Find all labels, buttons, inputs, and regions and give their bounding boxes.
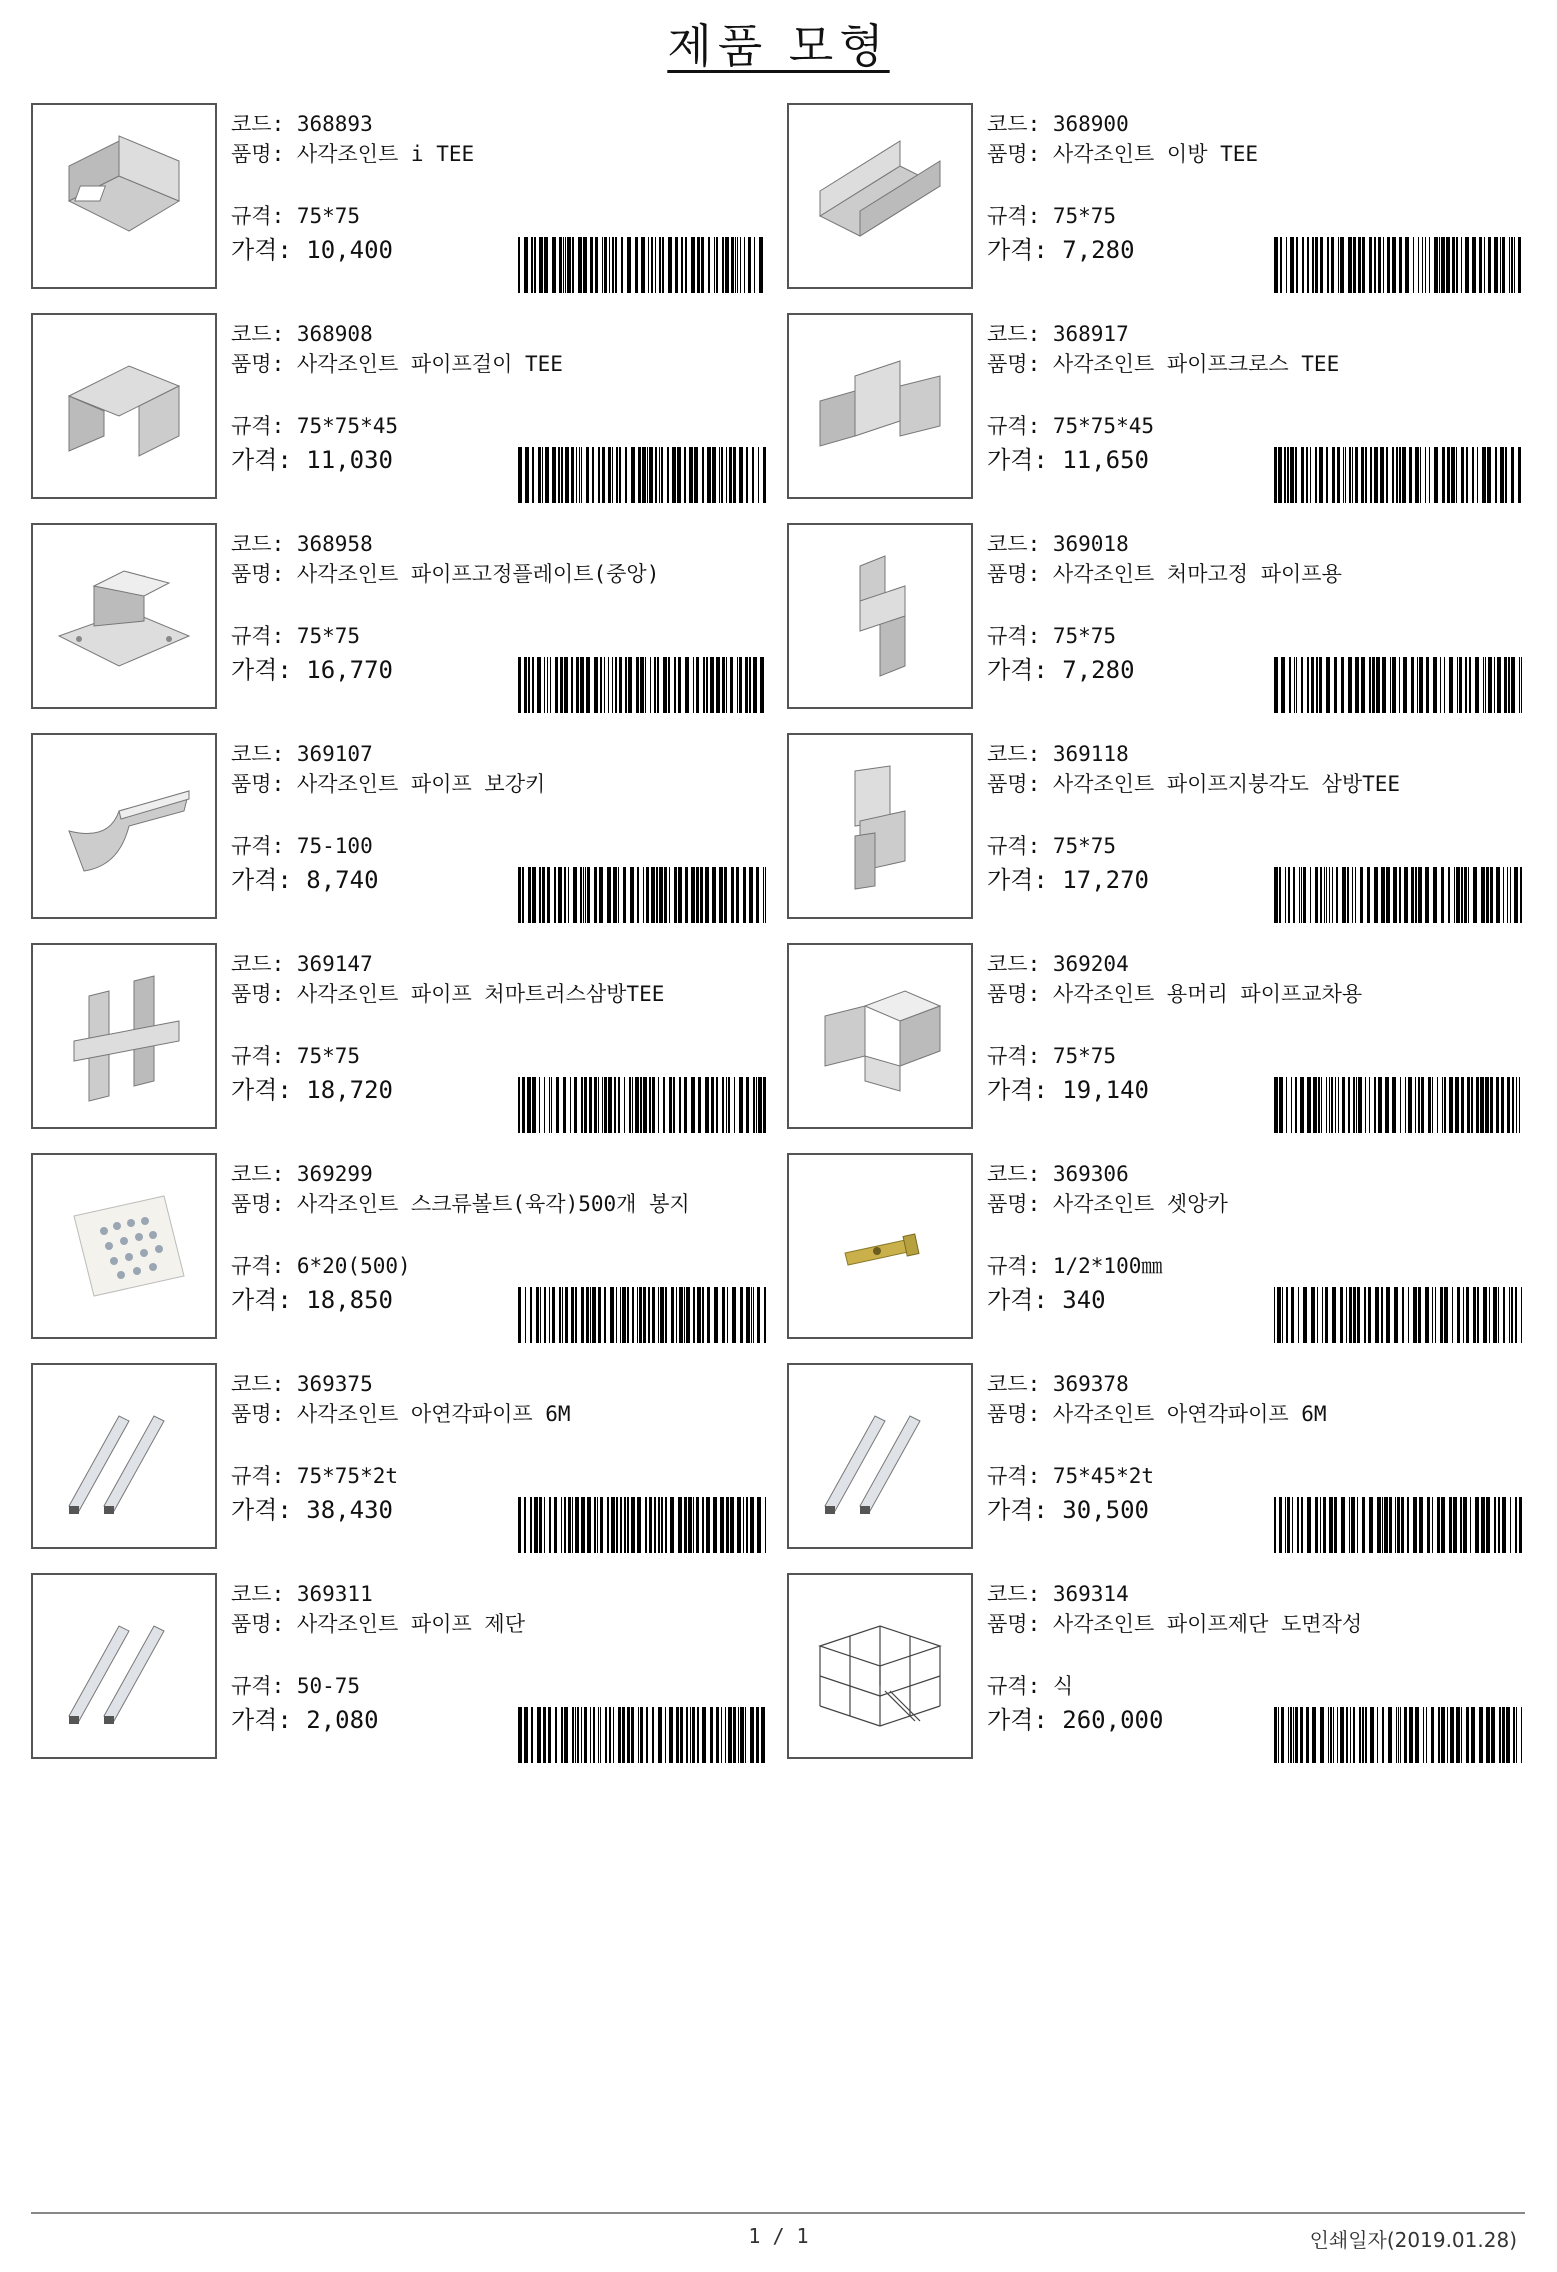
product-name: 품명: 사각조인트 아연각파이프 6M <box>231 1402 571 1426</box>
product-image <box>787 103 973 289</box>
barcode <box>518 867 766 923</box>
product-code: 코드: 369311 <box>231 1582 373 1606</box>
anchor-bolt-icon <box>805 1171 955 1321</box>
product-name: 품명: 사각조인트 용머리 파이프교차용 <box>987 982 1363 1006</box>
product-spec: 규격: 75*75 <box>231 1044 361 1068</box>
product-price: 가격: 10,400 <box>231 236 393 264</box>
product-code: 코드: 369147 <box>231 952 373 976</box>
product-price: 가격: 30,500 <box>987 1496 1149 1524</box>
barcode <box>1274 657 1522 713</box>
product-image <box>31 103 217 289</box>
base-plate-icon <box>49 541 199 691</box>
cross-bracket-icon <box>805 331 955 481</box>
hanger-bracket-icon <box>49 331 199 481</box>
product-card <box>787 523 1537 715</box>
product-image <box>31 1573 217 1759</box>
product-spec: 규격: 75*75 <box>987 624 1117 648</box>
product-image <box>787 733 973 919</box>
square-pipe-icon <box>49 1381 199 1531</box>
product-price: 가격: 38,430 <box>231 1496 393 1524</box>
product-card <box>31 1573 781 1765</box>
product-image <box>787 1153 973 1339</box>
barcode-graphic <box>1274 1707 1522 1763</box>
barcode <box>1274 1287 1522 1343</box>
product-card <box>31 313 781 505</box>
product-code: 코드: 369299 <box>231 1162 373 1186</box>
product-code: 코드: 369118 <box>987 742 1129 766</box>
product-spec: 규격: 75*75 <box>231 624 361 648</box>
product-price: 가격: 17,270 <box>987 866 1149 894</box>
product-image <box>31 313 217 499</box>
product-name: 품명: 사각조인트 파이프고정플레이트(중앙) <box>231 562 660 586</box>
product-card <box>787 1153 1537 1345</box>
product-card <box>787 1573 1537 1765</box>
barcode <box>518 1077 766 1133</box>
product-name: 품명: 사각조인트 파이프 보강키 <box>231 772 546 796</box>
barcode-graphic <box>518 237 766 293</box>
product-card <box>787 103 1537 295</box>
product-name: 품명: 사각조인트 파이프크로스 TEE <box>987 352 1340 376</box>
page-title: 제품 모형 <box>667 19 890 73</box>
product-price: 가격: 19,140 <box>987 1076 1149 1104</box>
product-name: 품명: 사각조인트 파이프 처마트러스삼방TEE <box>231 982 665 1006</box>
page-number: 1 / 1 <box>748 2224 809 2248</box>
product-image <box>787 523 973 709</box>
product-name: 품명: 사각조인트 파이프지붕각도 삼방TEE <box>987 772 1401 796</box>
barcode-graphic <box>518 1287 766 1343</box>
product-code: 코드: 369107 <box>231 742 373 766</box>
product-card <box>787 1363 1537 1555</box>
product-spec: 규격: 75*75*45 <box>231 414 399 438</box>
barcode-graphic <box>518 1497 766 1553</box>
product-code: 코드: 368893 <box>231 112 373 136</box>
barcode <box>518 1707 766 1763</box>
square-pipe-icon <box>805 1381 955 1531</box>
product-price: 가격: 11,650 <box>987 446 1149 474</box>
screw-bag-icon <box>49 1171 199 1321</box>
product-spec: 규격: 75*75 <box>987 1044 1117 1068</box>
barcode-graphic <box>1274 657 1522 713</box>
barcode-graphic <box>518 447 766 503</box>
product-card <box>31 1153 781 1345</box>
barcode-graphic <box>1274 1497 1522 1553</box>
product-price: 가격: 16,770 <box>231 656 393 684</box>
product-card <box>31 103 781 295</box>
product-image <box>31 523 217 709</box>
product-spec: 규격: 75*75*2t <box>231 1464 399 1488</box>
product-card <box>787 313 1537 505</box>
product-code: 코드: 369314 <box>987 1582 1129 1606</box>
truss-bracket-icon <box>49 961 199 1111</box>
barcode <box>1274 1077 1522 1133</box>
barcode <box>518 657 766 713</box>
frame-structure-icon <box>805 1591 955 1741</box>
barcode-graphic <box>1274 237 1522 293</box>
product-spec: 규격: 75*75 <box>987 204 1117 228</box>
product-spec: 규격: 50-75 <box>231 1674 361 1698</box>
product-image <box>31 1363 217 1549</box>
barcode <box>1274 447 1522 503</box>
product-spec: 규격: 75*75*45 <box>987 414 1155 438</box>
product-image <box>787 1363 973 1549</box>
product-image <box>787 313 973 499</box>
product-image <box>787 943 973 1129</box>
product-code: 코드: 369204 <box>987 952 1129 976</box>
product-code: 코드: 369378 <box>987 1372 1129 1396</box>
product-image <box>31 1153 217 1339</box>
product-name: 품명: 사각조인트 파이프걸이 TEE <box>231 352 563 376</box>
product-spec: 규격: 75*75 <box>987 834 1117 858</box>
product-name: 품명: 사각조인트 파이프 제단 <box>231 1612 526 1636</box>
ridge-bracket-icon <box>805 961 955 1111</box>
barcode-graphic <box>1274 1287 1522 1343</box>
product-card <box>787 733 1537 925</box>
product-code: 코드: 368900 <box>987 112 1129 136</box>
product-price: 가격: 7,280 <box>987 656 1135 684</box>
product-card <box>31 523 781 715</box>
product-card <box>787 943 1537 1135</box>
product-code: 코드: 368958 <box>231 532 373 556</box>
product-spec: 규격: 식 <box>987 1674 1074 1698</box>
product-name: 품명: 사각조인트 스크류볼트(육각)500개 봉지 <box>231 1192 690 1216</box>
product-code: 코드: 369306 <box>987 1162 1129 1186</box>
barcode-graphic <box>1274 1077 1522 1133</box>
product-price: 가격: 8,740 <box>231 866 379 894</box>
barcode-graphic <box>518 867 766 923</box>
product-price: 가격: 7,280 <box>987 236 1135 264</box>
barcode <box>518 447 766 503</box>
product-name: 품명: 사각조인트 i TEE <box>231 142 475 166</box>
product-name: 품명: 사각조인트 처마고정 파이프용 <box>987 562 1342 586</box>
product-spec: 규격: 75-100 <box>231 834 373 858</box>
product-name: 품명: 사각조인트 셋앙카 <box>987 1192 1228 1216</box>
product-price: 가격: 11,030 <box>231 446 393 474</box>
barcode-graphic <box>1274 867 1522 923</box>
product-code: 코드: 369018 <box>987 532 1129 556</box>
gusset-icon <box>49 751 199 901</box>
product-price: 가격: 18,720 <box>231 1076 393 1104</box>
product-image <box>31 943 217 1129</box>
h-bracket-icon <box>805 541 955 691</box>
product-code: 코드: 368908 <box>231 322 373 346</box>
product-price: 가격: 340 <box>987 1286 1106 1314</box>
barcode <box>518 1497 766 1553</box>
product-card <box>31 1363 781 1555</box>
barcode-graphic <box>1274 447 1522 503</box>
barcode-graphic <box>518 1707 766 1763</box>
product-spec: 규격: 75*75 <box>231 204 361 228</box>
product-code: 코드: 368917 <box>987 322 1129 346</box>
product-name: 품명: 사각조인트 파이프제단 도면작성 <box>987 1612 1363 1636</box>
roof-angle-bracket-icon <box>805 751 955 901</box>
barcode <box>1274 1497 1522 1553</box>
product-spec: 규격: 1/2*100㎜ <box>987 1254 1163 1278</box>
product-name: 품명: 사각조인트 아연각파이프 6M <box>987 1402 1327 1426</box>
product-price: 가격: 260,000 <box>987 1706 1164 1734</box>
product-spec: 규격: 75*45*2t <box>987 1464 1155 1488</box>
product-image <box>31 733 217 919</box>
barcode <box>1274 867 1522 923</box>
product-price: 가격: 18,850 <box>231 1286 393 1314</box>
footer-divider <box>31 2212 1525 2214</box>
product-code: 코드: 369375 <box>231 1372 373 1396</box>
barcode <box>518 1287 766 1343</box>
bracket-box-icon <box>49 121 199 271</box>
print-date: 인쇄일자(2019.01.28) <box>1309 2228 1517 2252</box>
product-name: 품명: 사각조인트 이방 TEE <box>987 142 1259 166</box>
barcode <box>1274 1707 1522 1763</box>
u-channel-icon <box>805 121 955 271</box>
barcode <box>518 237 766 293</box>
product-spec: 규격: 6*20(500) <box>231 1254 411 1278</box>
product-image <box>787 1573 973 1759</box>
product-card <box>31 943 781 1135</box>
square-pipe-icon <box>49 1591 199 1741</box>
barcode <box>1274 237 1522 293</box>
product-price: 가격: 2,080 <box>231 1706 379 1734</box>
barcode-graphic <box>518 1077 766 1133</box>
product-card <box>31 733 781 925</box>
barcode-graphic <box>518 657 766 713</box>
